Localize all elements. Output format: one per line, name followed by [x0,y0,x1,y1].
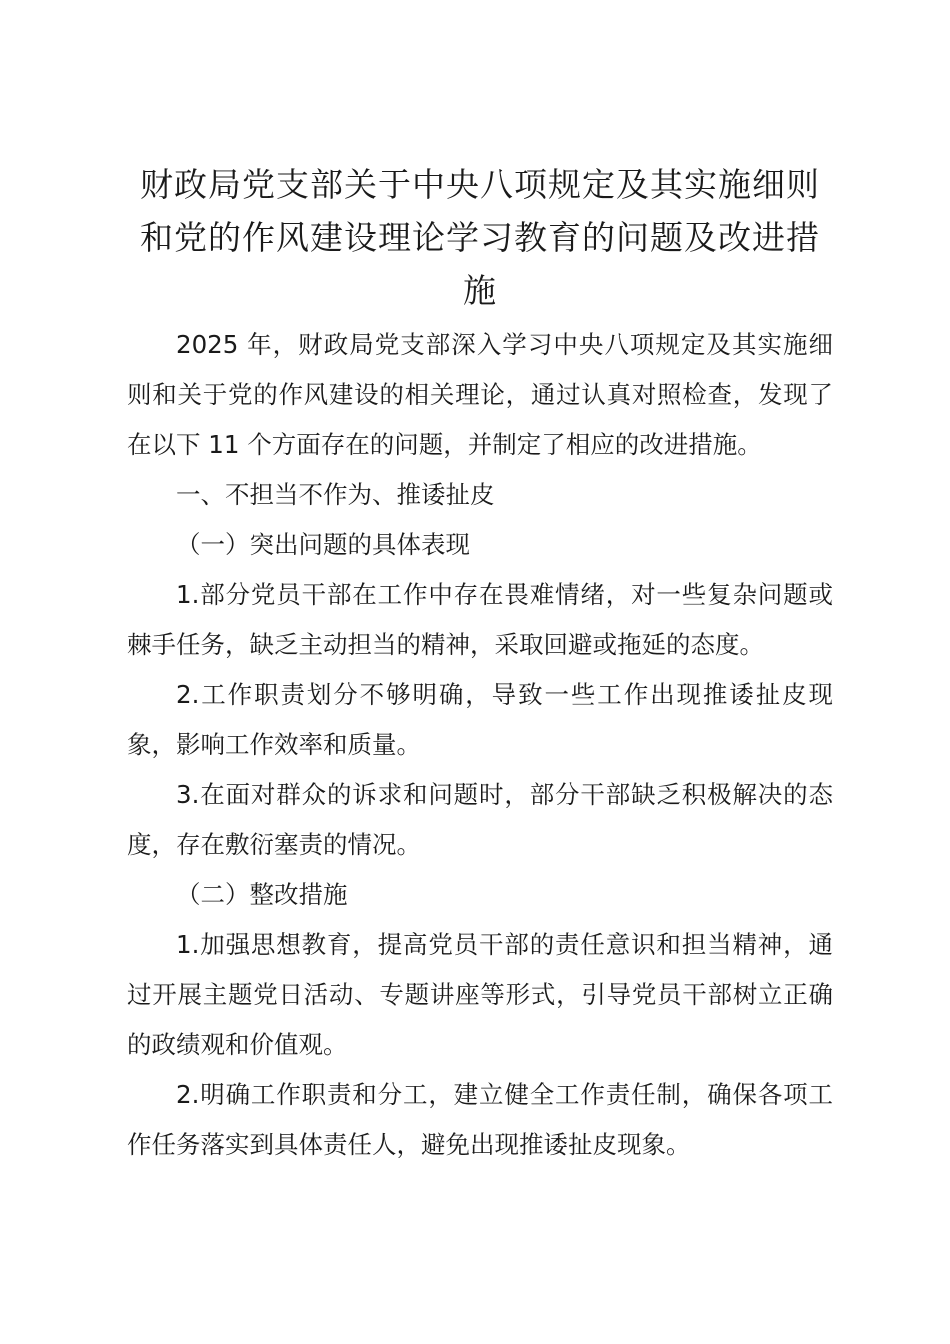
document-title [127,158,833,317]
subsection-heading-problems: （一）突出问题的具体表现 [176,530,470,559]
intro-paragraph: 2025 年，财政局党支部深入学习中央八项规定及其实施细则和关于党的作风建设的相关理论，通过认真对照检查，发现了在以下 11 个方面存在的问题，并制定了相应的改进措施。 [127,330,833,459]
problem-item-3: 3.在面对群众的诉求和问题时，部分干部缺乏积极解决的态度，存在敷衍塞责的情况。 [127,780,833,859]
title-line-2: 和党的作风建设理论学习教育的问题及改进措 [140,218,820,257]
measure-item-1: 1.加强思想教育，提高党员干部的责任意识和担当精神，通过开展主题党日活动、专题讲座等形式，引导党员干部树立正确的政绩观和价值观。 [127,930,833,1059]
subsection-heading-measures: （二）整改措施 [176,880,348,909]
problem-item-1: 1.部分党员干部在工作中存在畏难情绪，对一些复杂问题或棘手任务，缺乏主动担当的精神，采取回避或拖延的态度。 [127,580,833,659]
title-line-1: 财政局党支部关于中央八项规定及其实施细则 [140,165,820,204]
document-page [127,158,833,1170]
title-line-3: 施 [463,271,497,310]
problem-item-2: 2.工作职责划分不够明确，导致一些工作出现推诿扯皮现象，影响工作效率和质量。 [127,680,833,759]
measure-item-2: 2.明确工作职责和分工，建立健全工作责任制，确保各项工作任务落实到具体责任人，避免出现推诿扯皮现象。 [127,1080,833,1159]
section-heading-1: 一、不担当不作为、推诿扯皮 [176,480,495,509]
